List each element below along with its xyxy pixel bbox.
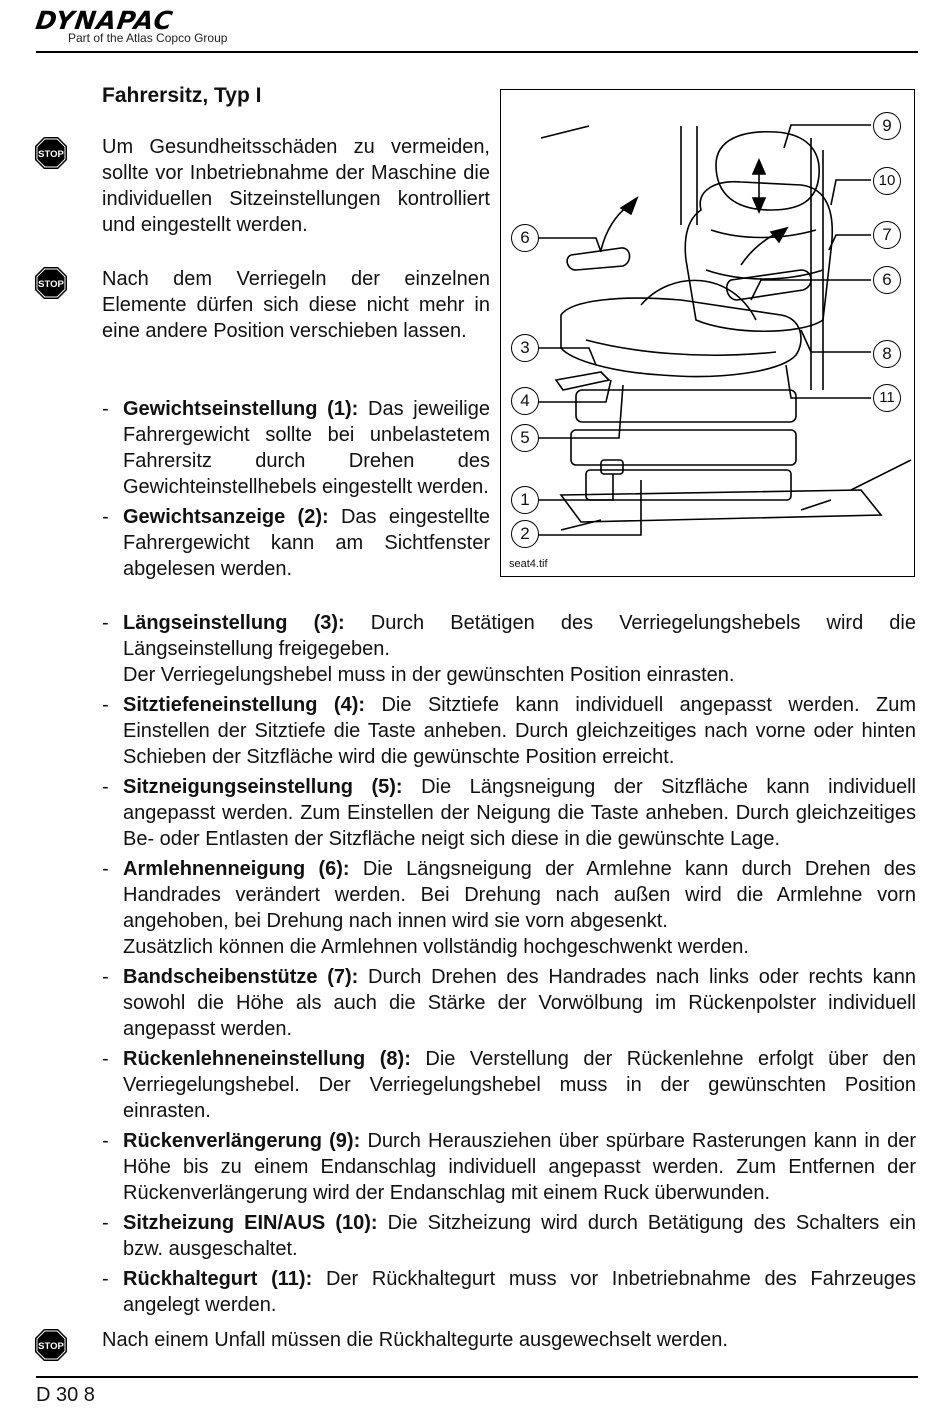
list-item: - Sitzheizung EIN/AUS (10): Die Sitzheizung wird durch Betätigung des Schalters ein bzw. ausgeschaltet. [102, 1212, 917, 1260]
settings-list-narrow [102, 396, 490, 586]
item-label: Sitztiefeneinstellung (4): [123, 694, 366, 716]
callout-6-right: 6 [873, 266, 901, 294]
item-text: Der Rückhaltegurt muss vor Inbetriebnahme des Fahrzeuges angelegt werden. [123, 1268, 916, 1316]
stop-sign-label: STOP [38, 1341, 64, 1352]
stop-sign-icon [34, 266, 68, 300]
list-item: - Längseinstellung (3): Durch Betätigen des Verriegelungshebels wird die Längseinstellung freigegeben. Der Verriegelungshebel muss in der gewünschten Position einrasten. [102, 612, 916, 686]
item-text: Die Längsneigung der Armlehne kann durch Drehen des Handrades verändert werden. Bei Drehung nach außen wird die Armlehne vorn angehoben, bei Drehung nach innen wird sie vorn abgesenkt. [123, 858, 916, 932]
callout-5: 5 [511, 424, 539, 452]
callout-8: 8 [873, 340, 901, 368]
item-label: Gewichtsanzeige (2): [123, 506, 329, 528]
section-title: Fahrersitz, Typ I [102, 84, 262, 107]
list-item: - Gewichtsanzeige (2): Das eingestellte Fahrergewicht kann am Sichtfenster abgelesen werden. [102, 506, 491, 580]
list-item: - Rückenverlängerung (9): Durch Herausziehen über spürbare Rasterungen kann in der Höhe bis zu einem Endanschlag individuell angepasst werden. Zum Entfernen der Rückenverlängerung wird der Endanschlag mit einem Ruck überwunden. [102, 1130, 917, 1204]
list-item: - Sitztiefeneinstellung (4): Die Sitztiefe kann individuell angepasst werden. Zum Einstellen der Sitztiefe die Taste anheben. Durch gleichzeitiges nach vorne oder hinten Schieben der Sitzfläche wird die gewünschte Position erreicht. [102, 694, 917, 768]
list-item: - Gewichtseinstellung (1): Das jeweilige Fahrergewicht sollte bei unbelastetem Fahrersitz durch Drehen des Gewichteinstellhebels eingestellt werden. [102, 398, 490, 498]
item-label: Sitzneigungseinstellung (5): [123, 776, 403, 798]
item-text: Das jeweilige Fahrergewicht sollte bei unbelastetem Fahrersitz durch Drehen des Gewichteinstellhebels eingestellt werden. [123, 398, 490, 498]
seat-illustration [500, 89, 915, 577]
header-divider [36, 51, 918, 53]
item-text: Durch Betätigen des Verriegelungshebels wird die Längseinstellung freigegeben. [123, 612, 916, 660]
logo-tagline: Part of the Atlas Copco Group [68, 31, 228, 45]
item-label: Rückhaltegurt (11): [123, 1268, 313, 1290]
callout-4: 4 [511, 387, 539, 415]
item-label: Bandscheibenstütze (7): [123, 966, 359, 988]
item-text: Durch Herausziehen über spürbare Rasterungen kann in der Höhe bis zu einem Endanschlag individuell angepasst werden. Zum Entfernen der Rückenverlängerung wird der Endanschlag mit einem Ruck überwunden. [123, 1130, 917, 1204]
page-code: D 30 8 [36, 1384, 95, 1406]
item-label: Rückenverlängerung (9): [123, 1130, 361, 1152]
list-item: - Rückenlehneneinstellung (8): Die Verstellung der Rückenlehne erfolgt über den Verriegelungshebel. Der Verriegelungshebel muss in der gewünschten Position einrasten. [102, 1048, 916, 1122]
callout-11: 11 [873, 384, 901, 412]
item-text: Die Längsneigung der Sitzfläche kann individuell angepasst werden. Zum Einstellen der Neigung die Taste anheben. Durch gleichzeitiges Be- oder Entlasten der Sitzfläche neigt sich diese in die gewünschte Lage. [123, 776, 916, 850]
list-item: - Armlehnenneigung (6): Die Längsneigung der Armlehne kann durch Drehen des Handrades verändert werden. Bei Drehung nach außen wird die Armlehne vorn angehoben, bei Drehung nach innen wird sie vorn abgesenkt. Zusätzlich können die Armlehnen vollständig hochgeschwenkt werden. [102, 858, 916, 958]
figure-caption: seat4.tif [509, 558, 548, 570]
dynapac-logo: DYNAPAC [33, 6, 176, 35]
item-text: Die Verstellung der Rückenlehne erfolgt über den Verriegelungshebel. Der Verriegelungshebel muss in der gewünschten Position einrasten. [123, 1048, 916, 1122]
warning-paragraph: Um Gesundheitsschäden zu vermeiden, sollte vor Inbetriebnahme der Maschine die individuellen Sitzeinstellungen kontrolliert und eingestellt werden. [102, 136, 490, 236]
callout-9: 9 [873, 112, 901, 140]
item-text: Das eingestellte Fahrergewicht kann am Sichtfenster abgelesen werden. [123, 506, 491, 580]
stop-sign-icon [34, 1328, 68, 1362]
stop-sign-label: STOP [38, 149, 64, 160]
callout-3: 3 [511, 334, 539, 362]
item-label: Sitzheizung EIN/AUS (10): [123, 1212, 378, 1234]
item-text: Die Sitztiefe kann individuell angepasst werden. Zum Einstellen der Sitztiefe die Taste anheben. Durch gleichzeitiges nach vorne oder hinten Schieben der Sitzfläche wird die gewünschte Position erreicht. [123, 694, 917, 768]
stop-sign-label: STOP [38, 279, 64, 290]
footer-divider [36, 1376, 918, 1378]
callout-10: 10 [873, 167, 901, 195]
warning-paragraph: Nach dem Verriegeln der einzelnen Elemente dürfen sich diese nicht mehr in eine andere Position verschieben lassen. [102, 268, 490, 342]
callout-6-left: 6 [511, 224, 539, 252]
callout-1: 1 [511, 486, 539, 514]
item-extra: Zusätzlich können die Armlehnen vollständig hochgeschwenkt werden. [123, 936, 749, 958]
item-label: Längseinstellung (3): [123, 612, 345, 634]
list-item: - Bandscheibenstütze (7): Durch Drehen des Handrades nach links oder rechts kann sowohl die Höhe als auch die Stärke der Vorwölbung im Rückenpolster individuell angepasst werden. [102, 966, 916, 1040]
list-item: - Sitzneigungseinstellung (5): Die Längsneigung der Sitzfläche kann individuell angepasst werden. Zum Einstellen der Neigung die Taste anheben. Durch gleichzeitiges Be- oder Entlasten der Sitzfläche neigt sich diese in die gewünschte Lage. [102, 776, 916, 850]
seat-drawing [501, 90, 916, 578]
item-label: Gewichtseinstellung (1): [123, 398, 359, 420]
stop-sign-icon [34, 136, 68, 170]
callout-2: 2 [511, 520, 539, 548]
item-label: Armlehnenneigung (6): [123, 858, 350, 880]
list-item: - Rückhaltegurt (11): Der Rückhaltegurt muss vor Inbetriebnahme des Fahrzeuges angelegt werden. [102, 1268, 916, 1316]
callout-7: 7 [873, 221, 901, 249]
item-label: Rückenlehneneinstellung (8): [123, 1048, 411, 1070]
item-extra: Der Verriegelungshebel muss in der gewünschten Position einrasten. [123, 664, 735, 686]
item-text: Die Sitzheizung wird durch Betätigung des Schalters ein bzw. ausgeschaltet. [123, 1212, 917, 1260]
item-text: Durch Drehen des Handrades nach links oder rechts kann sowohl die Höhe als auch die Stärke der Vorwölbung im Rückenpolster individuell angepasst werden. [123, 966, 916, 1040]
final-warning: Nach einem Unfall müssen die Rückhaltegurte ausgewechselt werden. [102, 1329, 728, 1351]
settings-list-wide [102, 610, 916, 1322]
